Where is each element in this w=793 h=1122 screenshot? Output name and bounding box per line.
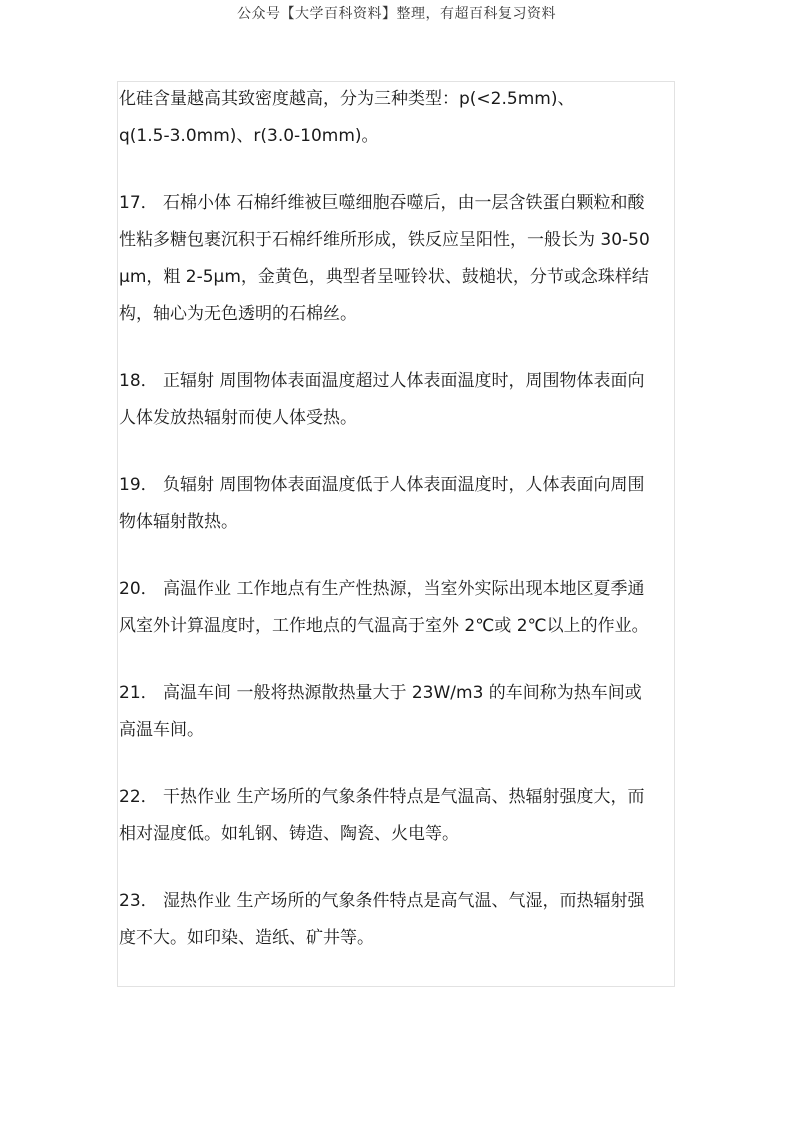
text-line: μm，粗 2-5μm，金黄色，典型者呈哑铃状、鼓槌状，分节或念珠样结 bbox=[119, 267, 649, 287]
paragraph-23-humid-heat-work bbox=[119, 883, 681, 957]
paragraph-19-negative-radiation bbox=[119, 467, 681, 541]
paragraph-17-asbestos-body bbox=[119, 185, 681, 333]
text-line: 19． 负辐射 周围物体表面温度低于人体表面温度时，人体表面向周围 bbox=[119, 475, 645, 495]
paragraph-20-high-temperature-work bbox=[119, 571, 681, 645]
page-header: 公众号【大学百科资料】整理，有超百科复习资料 bbox=[237, 6, 556, 22]
text-line: 性粘多糖包裹沉积于石棉纤维所形成，铁反应呈阳性，一般长为 30-50 bbox=[119, 230, 650, 250]
text-line: 20． 高温作业 工作地点有生产性热源，当室外实际出现本地区夏季通 bbox=[119, 579, 645, 599]
text-line: 风室外计算温度时，工作地点的气温高于室外 2℃或 2℃以上的作业。 bbox=[119, 616, 649, 636]
text-line: 22． 干热作业 生产场所的气象条件特点是气温高、热辐射强度大，而 bbox=[119, 787, 645, 807]
text-line: 构，轴心为无色透明的石棉丝。 bbox=[119, 304, 357, 324]
paragraph-continuation bbox=[119, 81, 681, 155]
text-line: 度不大。如印染、造纸、矿井等。 bbox=[119, 928, 374, 948]
text-line: 23． 湿热作业 生产场所的气象条件特点是高气温、气湿，而热辐射强 bbox=[119, 891, 645, 911]
paragraph-18-positive-radiation bbox=[119, 363, 681, 437]
document-body bbox=[119, 81, 681, 987]
paragraph-21-high-temperature-workshop bbox=[119, 675, 681, 749]
text-line: 化硅含量越高其致密度越高，分为三种类型：p(<2.5mm)、 bbox=[119, 89, 575, 109]
text-line: 高温车间。 bbox=[119, 720, 204, 740]
text-line: 物体辐射散热。 bbox=[119, 512, 238, 532]
text-line: 人体发放热辐射而使人体受热。 bbox=[119, 408, 357, 428]
text-line: q(1.5-3.0mm)、r(3.0-10mm)。 bbox=[119, 126, 379, 146]
text-line: 17． 石棉小体 石棉纤维被巨噬细胞吞噬后，由一层含铁蛋白颗粒和酸 bbox=[119, 193, 645, 213]
text-line: 21． 高温车间 一般将热源散热量大于 23W/m3 的车间称为热车间或 bbox=[119, 683, 642, 703]
text-line: 相对湿度低。如轧钢、铸造、陶瓷、火电等。 bbox=[119, 824, 459, 844]
text-line: 18． 正辐射 周围物体表面温度超过人体表面温度时，周围物体表面向 bbox=[119, 371, 645, 391]
paragraph-22-dry-heat-work bbox=[119, 779, 681, 853]
